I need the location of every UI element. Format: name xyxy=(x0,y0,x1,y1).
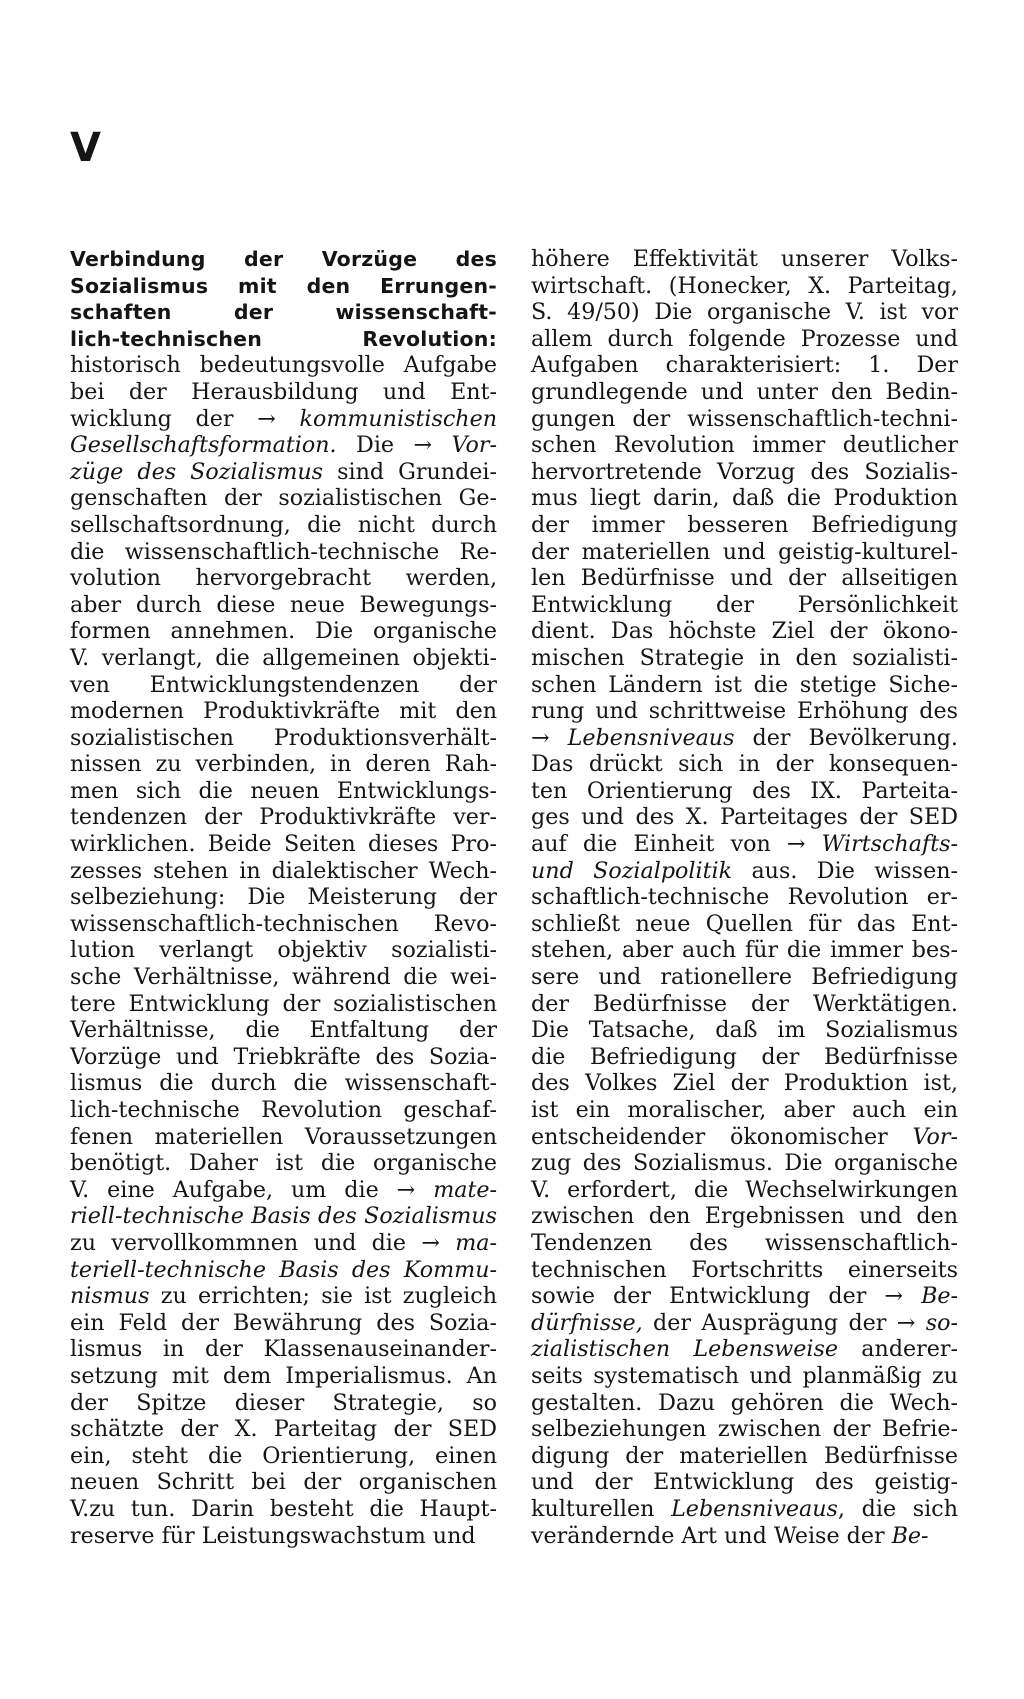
text-line: und der Entwicklung des geistig- xyxy=(531,1469,958,1496)
text-line: Entwicklung der Persönlichkeit xyxy=(531,591,958,618)
text-line: Tendenzen des wissenschaftlich- xyxy=(531,1229,958,1256)
text-line: schaftlich-technische Revolution er- xyxy=(531,884,958,911)
text-line: zesses stehen in dialektischer Wech- xyxy=(70,857,497,884)
text-line: neuen Schritt bei der organischen xyxy=(70,1469,497,1496)
text-line: ven Entwicklungstendenzen der xyxy=(70,671,497,698)
text-line: ist ein moralischer, aber auch ein xyxy=(531,1097,958,1123)
text-line: volution hervorgebracht werden, xyxy=(70,565,497,592)
text-line: gungen der wissenschaftlich-techni- xyxy=(531,405,958,432)
text-line: men sich die neuen Entwicklungs- xyxy=(70,777,497,804)
text-line: zu vervollkommnen und die → ma- xyxy=(70,1229,497,1256)
text-line: sche Verhältnisse, während die wei- xyxy=(70,964,497,991)
text-line: lution verlangt objektiv sozialisti- xyxy=(70,937,497,964)
text-line: ein, steht die Orientierung, einen xyxy=(70,1442,497,1469)
text-line: höhere Effektivität unserer Volks- xyxy=(531,246,958,272)
left-column xyxy=(70,246,497,1549)
text-line: selbeziehungen zwischen der Befrie- xyxy=(531,1416,958,1443)
text-line: → Lebensniveaus der Bevölkerung. xyxy=(531,724,958,751)
text-line: nismus zu errichten; sie ist zugleich xyxy=(70,1283,497,1310)
text-line: S. 49/50) Die organische V. ist vor xyxy=(531,299,958,326)
text-line: benötigt. Daher ist die organische xyxy=(70,1150,497,1177)
text-line: die Befriedigung der Bedürfnisse xyxy=(531,1043,958,1070)
text-line: wirtschaft. (Honecker, X. Parteitag, xyxy=(531,272,958,299)
text-line: Aufgaben charakterisiert: 1. Der xyxy=(531,352,958,379)
text-line: die wissenschaftlich-technische Re- xyxy=(70,538,497,565)
text-line: sellschaftsordnung, die nicht durch xyxy=(70,511,497,538)
text-line: zialistischen Lebensweise anderer- xyxy=(531,1336,958,1363)
text-line: auf die Einheit von → Wirtschafts- xyxy=(531,831,958,858)
text-line: Vorzüge und Triebkräfte des Sozia- xyxy=(70,1043,497,1070)
text-line: des Volkes Ziel der Produktion ist, xyxy=(531,1070,958,1097)
text-line: historisch bedeutungsvolle Aufgabe xyxy=(70,352,497,379)
text-line: sozialistischen Produktionsverhält- xyxy=(70,724,497,751)
right-column-text xyxy=(531,246,958,1549)
text-line: lich-technische Revolution geschaf- xyxy=(70,1097,497,1123)
text-line: grundlegende und unter den Bedin- xyxy=(531,378,958,405)
text-line: V. erfordert, die Wechselwirkungen xyxy=(531,1176,958,1203)
text-line: tere Entwicklung der sozialistischen xyxy=(70,990,497,1017)
text-line: V. verlangt, die allgemeinen objekti- xyxy=(70,644,497,671)
text-line: zwischen den Ergebnissen und den xyxy=(531,1203,958,1230)
text-line: Verhältnisse, die Entfaltung der xyxy=(70,1017,497,1044)
text-line: schätzte der X. Parteitag der SED xyxy=(70,1416,497,1443)
text-line: selbeziehung: Die Meisterung der xyxy=(70,884,497,911)
text-line: reserve für Leistungswachstum und xyxy=(70,1522,476,1549)
left-column-text xyxy=(70,352,497,1549)
text-line: formen annehmen. Die organische xyxy=(70,618,497,645)
text-line: tendenzen der Produktivkräfte ver- xyxy=(70,804,497,831)
text-line: sowie der Entwicklung der → Be- xyxy=(531,1283,958,1310)
text-line: setzung mit dem Imperialismus. An xyxy=(70,1362,497,1389)
text-line: sere und rationellere Befriedigung xyxy=(531,964,958,991)
text-line: dürfnisse, der Ausprägung der → so- xyxy=(531,1309,958,1336)
text-line: schen Revolution immer deutlicher xyxy=(531,432,958,459)
text-line: gestalten. Dazu gehören die Wech- xyxy=(531,1389,958,1416)
text-line: modernen Produktivkräfte mit den xyxy=(70,698,497,725)
text-line: mischen Strategie in den sozialisti- xyxy=(531,644,958,671)
headword-line: Verbindung der Vorzüge des xyxy=(70,247,497,271)
text-line: mus liegt darin, daß die Produktion xyxy=(531,485,958,512)
text-line: teriell-technische Basis des Kommu- xyxy=(70,1256,497,1283)
text-line: lismus in der Klassenauseinander- xyxy=(70,1336,497,1363)
text-line: technischen Fortschritts einerseits xyxy=(531,1256,958,1283)
headword-line: lich-technischen Revolution: xyxy=(70,326,497,351)
text-line: züge des Sozialismus sind Grundei- xyxy=(70,458,497,485)
headword-line: Sozialismus mit den Errungen- xyxy=(70,273,497,298)
text-line: bei der Herausbildung und Ent- xyxy=(70,378,497,405)
text-line: und Sozialpolitik aus. Die wissen- xyxy=(531,857,958,884)
text-line: wissenschaftlich-technischen Revo- xyxy=(70,910,497,937)
section-letter: V xyxy=(70,125,101,171)
text-line: aber durch diese neue Bewegungs- xyxy=(70,591,497,618)
text-line: genschaften der sozialistischen Ge- xyxy=(70,485,497,512)
text-line: seits systematisch und planmäßig zu xyxy=(531,1362,958,1389)
text-line: zug des Sozialismus. Die organische xyxy=(531,1150,958,1177)
text-line: V. eine Aufgabe, um die → mate- xyxy=(70,1176,497,1203)
right-column xyxy=(531,246,958,1549)
text-line: entscheidender ökonomischer Vor- xyxy=(531,1123,958,1150)
text-line: riell-technische Basis des Sozialismus xyxy=(70,1203,497,1230)
text-line: Gesellschaftsformation. Die → Vor- xyxy=(70,432,497,459)
text-line: allem durch folgende Prozesse und xyxy=(531,325,958,352)
text-line: der materiellen und geistig-kulturel- xyxy=(531,538,958,565)
text-line: wirklichen. Beide Seiten dieses Pro- xyxy=(70,831,497,858)
text-line: V.zu tun. Darin besteht die Haupt- xyxy=(70,1495,497,1522)
text-line: fenen materiellen Voraussetzungen xyxy=(70,1123,497,1150)
text-line: kulturellen Lebensniveaus, die sich xyxy=(531,1495,958,1522)
text-line: rung und schrittweise Erhöhung des xyxy=(531,698,958,725)
text-line: schließt neue Quellen für das Ent- xyxy=(531,910,958,937)
text-line: digung der materiellen Bedürfnisse xyxy=(531,1442,958,1469)
text-line: hervortretende Vorzug des Sozialis- xyxy=(531,458,958,485)
text-line: ein Feld der Bewährung des Sozia- xyxy=(70,1309,497,1336)
entry-headword xyxy=(70,246,497,352)
text-line: wicklung der → kommunistischen xyxy=(70,405,497,432)
text-line: ges und des X. Parteitages der SED xyxy=(531,804,958,831)
text-line: len Bedürfnisse und der allseitigen xyxy=(531,565,958,592)
text-line: der immer besseren Befriedigung xyxy=(531,511,958,538)
text-line: der Bedürfnisse der Werktätigen. xyxy=(531,990,958,1017)
text-line: der Spitze dieser Strategie, so xyxy=(70,1389,497,1416)
text-line: dient. Das höchste Ziel der ökono- xyxy=(531,618,958,645)
text-line: lismus die durch die wissenschaft- xyxy=(70,1070,497,1097)
text-line: verändernde Art und Weise der Be- xyxy=(531,1522,929,1549)
text-line: ten Orientierung des IX. Parteita- xyxy=(531,777,958,804)
text-line: nissen zu verbinden, in deren Rah- xyxy=(70,751,497,778)
text-line: Das drückt sich in der konsequen- xyxy=(531,751,958,778)
headword-line: schaften der wissenschaft- xyxy=(70,300,497,325)
text-line: stehen, aber auch für die immer bes- xyxy=(531,937,958,964)
text-line: schen Ländern ist die stetige Siche- xyxy=(531,671,958,698)
text-line: Die Tatsache, daß im Sozialismus xyxy=(531,1017,958,1044)
